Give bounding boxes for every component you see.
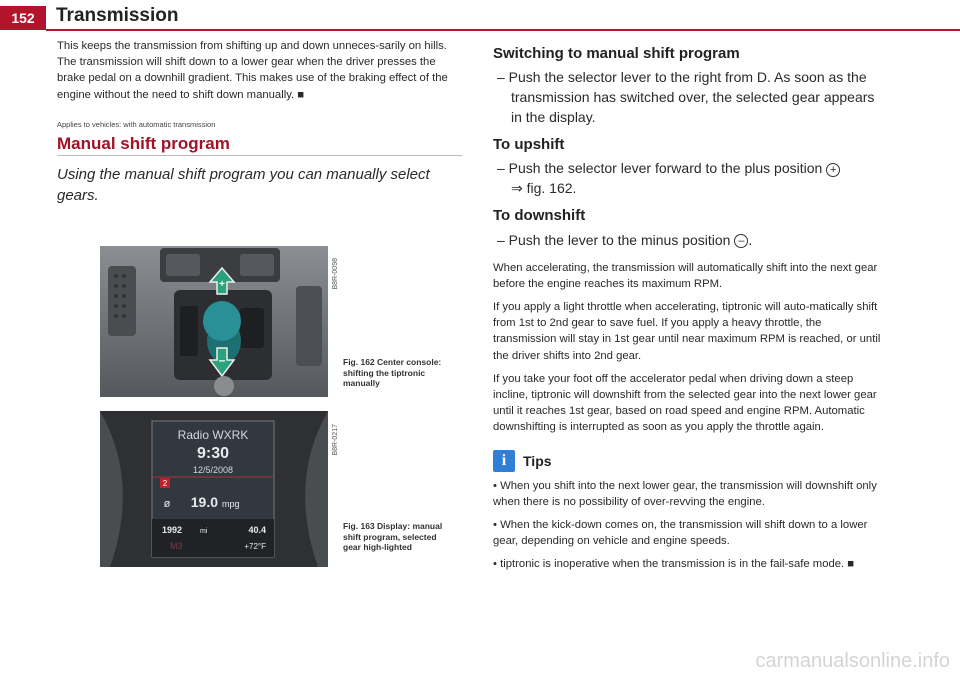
section-heading: Manual shift program xyxy=(57,136,462,156)
tip-2: • When the kick-down comes on, the transmission will shift down to a lower gear, depending on vehicle and engine speeds. xyxy=(493,519,868,548)
step-downshift: – Push the lever to the minus position – . xyxy=(497,231,753,248)
left-column xyxy=(57,38,462,206)
applies-note: Applies to vehicles: with automatic transmission xyxy=(57,119,216,129)
body-paragraph-3: If you take your foot off the accelerator pedal when driving down a steep incline, tiptronic will downshift from the selected gear into the next lower gear until it reaches 1st gear, based on road speed and engine RPM. Automatic downshifting is interrupted as soon as you apply the throttle again. xyxy=(493,372,877,434)
info-icon: i xyxy=(493,450,515,472)
body-paragraph-2: If you apply a light throttle when accelerating, tiptronic will auto-matically shift from 1st to 2nd gear to save fuel. If you apply a heavy throttle, the transmission will stay in 1st gear until near maximum RPM is reached, or until the driver shifts into 2nd gear. xyxy=(493,301,881,362)
display-trip: 40.4 xyxy=(248,525,266,535)
section-title: Transmission xyxy=(56,5,179,26)
heading-upshift: To upshift xyxy=(493,136,565,154)
display-avg-unit: mpg xyxy=(222,499,240,509)
tips-label: Tips xyxy=(523,452,552,469)
figure-162-caption: Fig. 162 Center console: shifting the tiptronic manually xyxy=(343,357,442,388)
display-mi: mi xyxy=(200,528,208,535)
figure-163-image xyxy=(100,411,328,567)
page-header xyxy=(0,0,960,34)
figure-162-code: B8R-0098 xyxy=(332,258,339,290)
tips-header xyxy=(493,450,885,472)
figure-162-image xyxy=(100,246,328,397)
tip-1: • When you shift into the next lower gear, the transmission will downshift only when there is no possibility of over-revving the engine. xyxy=(493,479,877,508)
display-illustration xyxy=(100,411,328,567)
step-downshift-text: – Push the lever to the minus position xyxy=(497,231,731,248)
footer-watermark: carmanualsonline.info xyxy=(755,650,950,672)
svg-text:+: + xyxy=(219,279,225,290)
step-upshift-text: – Push the selector lever forward to the plus position xyxy=(497,160,823,177)
display-gear: 2 xyxy=(162,479,168,488)
display-date: 12/5/2008 xyxy=(192,465,234,475)
step-switching: – Push the selector lever to the right from D. As soon as the transmission has switched over, the selected gear appears in the display. xyxy=(497,69,875,126)
display-avg-value: 19.0 xyxy=(190,494,218,510)
page-number: 152 xyxy=(0,6,46,30)
right-column xyxy=(493,46,885,580)
step-upshift xyxy=(493,158,885,198)
display-avg-symbol: ø xyxy=(163,498,171,510)
display-time: 9:30 xyxy=(196,445,230,462)
step-upshift-ref: ⇒ fig. 162. xyxy=(511,180,577,197)
display-station: Radio WXRK xyxy=(177,428,249,442)
heading-switching: Switching to manual shift program xyxy=(493,45,740,62)
center-console-illustration xyxy=(100,246,328,397)
display-gear-mode: M3 xyxy=(170,541,183,551)
figure-163-code: B8R-0217 xyxy=(332,424,339,456)
intro-paragraph: This keeps the transmission from shifting up and down unneces-sarily on hills. The transmission will shift down to a lower gear when the driver presses the brake pedal on a downhill gradient. This makes use of the braking effect of the engine without the need to shift down manually. ■ xyxy=(57,40,448,101)
display-temp: +72°F xyxy=(244,542,266,551)
tip-3: • tiptronic is inoperative when the transmission is in the fail-safe mode. ■ xyxy=(493,558,855,571)
plus-icon: + xyxy=(826,163,840,177)
display-odometer: 1992 xyxy=(162,525,183,535)
minus-icon: – xyxy=(734,234,748,248)
section-intro: Using the manual shift program you can manually select gears. xyxy=(57,166,430,205)
heading-downshift: To downshift xyxy=(493,207,586,225)
svg-text:–: – xyxy=(218,353,226,367)
figure-163-caption: Fig. 163 Display: manual shift program, selected gear high-lighted xyxy=(343,521,443,552)
body-paragraph-1: When accelerating, the transmission will automatically shift into the next gear before the engine reaches its maximum RPM. xyxy=(493,261,878,290)
header-rule xyxy=(46,29,960,31)
